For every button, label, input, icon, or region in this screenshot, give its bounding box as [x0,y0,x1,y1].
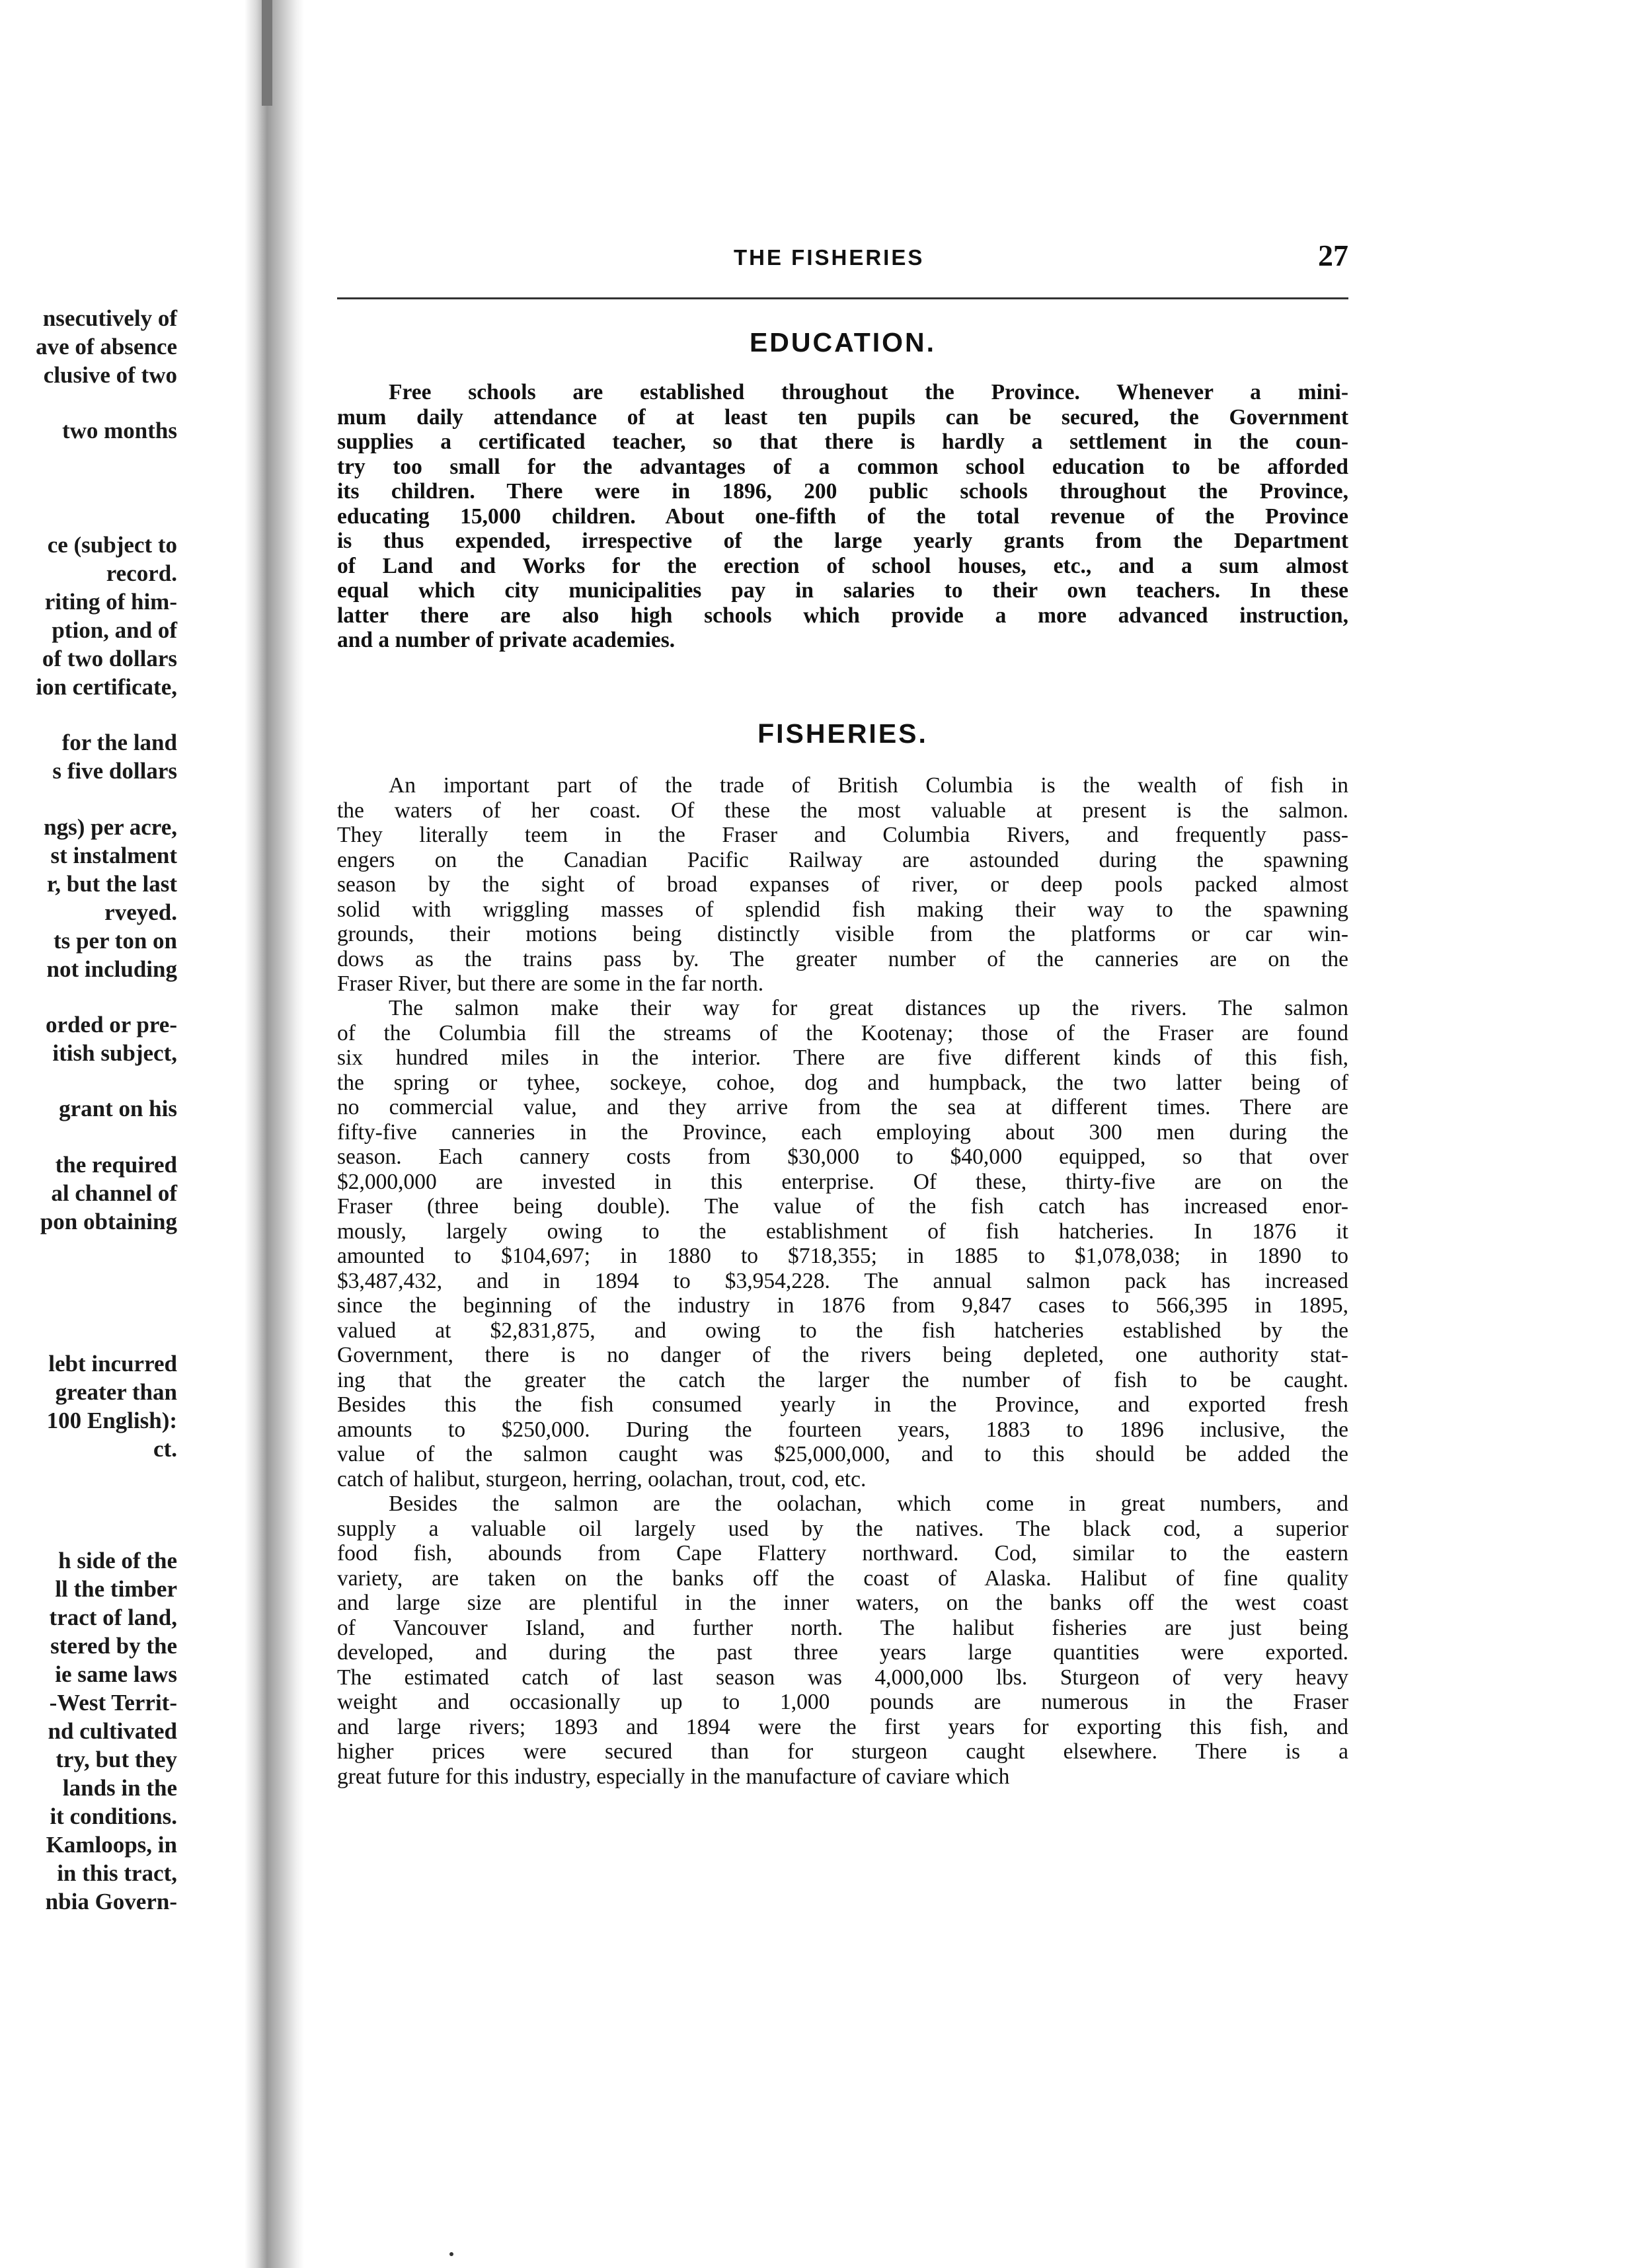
left-page-fragment [0,0,245,2268]
left-page-line: riting of him- [44,589,177,615]
left-page-line: lands in the [62,1775,177,1801]
text-line: equal which city municipalities pay in salaries to their own teachers. In these [337,578,1348,603]
text-line: try too small for the advantages of a common school education to be afforded [337,454,1348,479]
left-page-line: ion certificate, [36,674,177,700]
text-line: Besides this the fish consumed yearly in the Province, and exported fresh [337,1392,1348,1417]
left-page-line: pon obtaining [40,1209,177,1234]
left-page-line: record. [106,560,177,586]
left-page-line: -West Territ- [49,1690,177,1716]
left-page-line: nd cultivated [48,1718,177,1744]
text-line: food fish, abounds from Cape Flattery northward. Cod, similar to the eastern [337,1541,1348,1566]
running-head-title: THE FISHERIES [734,245,925,270]
text-line: ing that the greater the catch the larger the number of fish to be caught. [337,1367,1348,1392]
text-line: its children. There were in 1896, 200 public schools throughout the Province, [337,479,1348,504]
paragraph [337,996,1348,1492]
left-page-line: clusive of two [43,362,177,388]
text-line: six hundred miles in the interior. There are five different kinds of this fish, [337,1045,1348,1070]
text-line: amounted to $104,697; in 1880 to $718,355; in 1885 to $1,078,038; in 1890 to [337,1244,1348,1268]
paragraph [337,773,1348,997]
text-line: An important part of the trade of British Columbia is the wealth of fish in [389,773,1348,798]
left-page-line: stered by the [50,1633,177,1659]
binding-shadow [262,0,272,106]
left-page-line: lebt incurred [48,1351,177,1377]
left-page-line: try, but they [56,1747,177,1772]
left-page-line: ll the timber [55,1576,177,1602]
running-head [337,241,1348,274]
text-line: no commercial value, and they arrive from the sea at different times. There are [337,1095,1348,1119]
left-page-line: ts per ton on [53,928,177,954]
left-page-line: al channel of [51,1180,177,1206]
text-line: since the beginning of the industry in 1876 from 9,847 cases to 566,395 in 1895, [337,1293,1348,1318]
text-line: developed, and during the past three years large quantities were exported. [337,1640,1348,1665]
text-line: Fraser (three being double). The value of the fish catch has increased enor- [337,1194,1348,1219]
text-line: The estimated catch of last season was 4,000,000 lbs. Sturgeon of very heavy [337,1665,1348,1690]
text-line: $3,487,432, and in 1894 to $3,954,228. The annual salmon pack has increased [337,1268,1348,1293]
left-page-line: ie same laws [55,1661,177,1687]
text-line: great future for this industry, especially in the manufacture of caviare which [337,1764,1010,1789]
text-line: fifty-five canneries in the Province, each employing about 300 men during the [337,1119,1348,1145]
text-line: latter there are also high schools which provide a more advanced instruction, [337,603,1348,628]
text-line: is thus expended, irrespective of the large yearly grants from the Department [337,529,1348,553]
text-line: The salmon make their way for great distances up the rivers. The salmon [389,996,1348,1020]
text-line: Besides the salmon are the oolachan, which come in great numbers, and [389,1492,1348,1516]
text-line: dows as the trains pass by. The greater number of the canneries are on the [337,946,1348,971]
left-page-line: s five dollars [52,758,177,784]
left-page-line: ct. [153,1436,177,1462]
text-line: mously, largely owing to the establishment of fish hatcheries. In 1876 it [337,1219,1348,1244]
text-line: amounts to $250,000. During the fourteen years, 1883 to 1896 inclusive, the [337,1417,1348,1442]
left-page-line: grant on his [59,1096,177,1121]
scan-speck [449,2252,453,2256]
left-page-line: ave of absence [36,334,177,359]
text-line: engers on the Canadian Pacific Railway are astounded during the spawning [337,847,1348,872]
text-line: supply a valuable oil largely used by the natives. The black cod, a superior [337,1516,1348,1541]
text-line: and a number of private academies. [337,628,676,652]
text-line: Free schools are established throughout the Province. Whenever a mini- [389,380,1348,404]
paragraph [337,380,1348,653]
text-line: educating 15,000 children. About one-fifth of the total revenue of the Province [337,504,1348,529]
left-page-line: it conditions. [50,1803,177,1829]
left-page-line: ngs) per acre, [44,814,177,840]
text-line: higher prices were secured than for sturgeon caught elsewhere. There is a [337,1739,1348,1764]
text-line: and large rivers; 1893 and 1894 were the first years for exporting this fish, and [337,1714,1348,1739]
page-number: 27 [1318,239,1348,272]
text-line: the spring or tyhee, sockeye, cohoe, dog and humpback, the two latter being of [337,1070,1348,1095]
text-line: season by the sight of broad expanses of river, or deep pools packed almost [337,872,1348,897]
left-page-line: greater than [55,1379,177,1405]
text-line: mum daily attendance of at least ten pupils can be secured, the Government [337,404,1348,430]
left-page-line: nsecutively of [42,305,177,331]
left-page-line: Kamloops, in [46,1832,177,1858]
text-line: Government, there is no danger of the rivers being depleted, one authority stat- [337,1343,1348,1367]
text-line: solid with wriggling masses of splendid fish making their way to the spawning [337,897,1348,922]
left-page-line: two months [61,418,177,443]
text-line: value of the salmon caught was $25,000,000, and to this should be added the [337,1442,1348,1466]
left-page-line: h side of the [58,1548,177,1573]
section-heading: FISHERIES. [757,718,928,749]
text-line: of Vancouver Island, and further north. The halibut fisheries are just being [337,1615,1348,1640]
left-page-line: tract of land, [49,1605,177,1630]
text-line: of Land and Works for the erection of school houses, etc., and a sum almost [337,553,1348,578]
text-line: variety, are taken on the banks off the coast of Alaska. Halibut of fine quality [337,1566,1348,1591]
left-page-line: orded or pre- [46,1012,177,1038]
page-27 [337,0,1348,2268]
text-line: of the Columbia fill the streams of the Kootenay; those of the Fraser are found [337,1020,1348,1045]
left-page-line: for the land [61,730,177,755]
text-line: the waters of her coast. Of these the most valuable at present is the salmon. [337,798,1348,823]
left-page-line: in this tract, [57,1860,177,1886]
page-gutter [245,0,304,2268]
left-page-line: of two dollars [42,646,177,671]
left-page-line: st instalment [50,843,177,868]
text-line: grounds, their motions being distinctly visible from the platforms or car win- [337,922,1348,946]
header-rule [337,297,1348,299]
left-page-line: itish subject, [52,1040,177,1066]
text-line: season. Each cannery costs from $30,000 to $40,000 equipped, so that over [337,1145,1348,1169]
text-line: and large size are plentiful in the inner waters, on the banks off the west coast [337,1591,1348,1615]
left-page-line: rveyed. [104,899,177,925]
text-line: Fraser River, but there are some in the far north. [337,971,764,996]
left-page-line: not including [46,956,177,982]
text-line: catch of halibut, sturgeon, herring, oolachan, trout, cod, etc. [337,1466,867,1492]
text-line: $2,000,000 are invested in this enterprise. Of these, thirty-five are on the [337,1169,1348,1194]
text-line: supplies a certificated teacher, so that there is hardly a settlement in the coun- [337,430,1348,454]
text-line: They literally teem in the Fraser and Columbia Rivers, and frequently pass- [337,823,1348,847]
left-page-line: nbia Govern- [45,1889,177,1914]
text-line: weight and occasionally up to 1,000 pounds are numerous in the Fraser [337,1690,1348,1714]
section-heading: EDUCATION. [749,327,937,358]
left-page-line: ce (subject to [47,532,177,558]
left-page-line: r, but the last [46,871,177,897]
left-page-line: 100 English): [46,1408,177,1433]
left-page-line: the required [55,1152,177,1178]
left-page-line: ption, and of [52,617,177,643]
paragraph [337,1492,1348,1789]
text-line: valued at $2,831,875, and owing to the fish hatcheries established by the [337,1318,1348,1343]
